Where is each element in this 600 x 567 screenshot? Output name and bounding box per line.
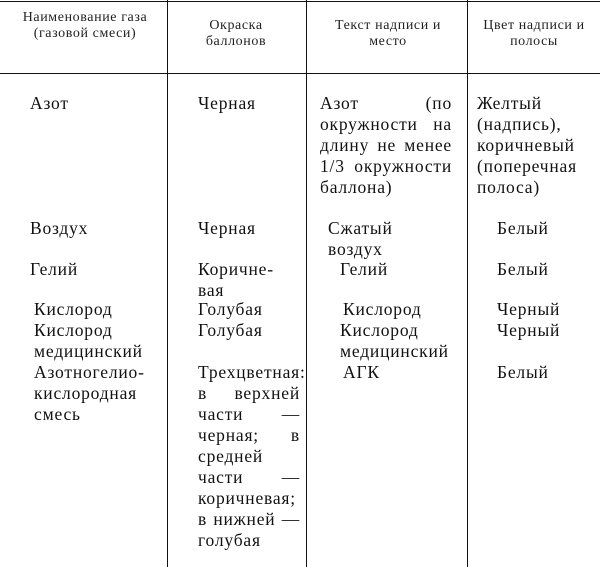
row-2-paint: Черная xyxy=(198,218,256,238)
column-divider-2 xyxy=(306,0,307,567)
row-1-color: Желтый (надпись), коричневый (поперечная полоса) xyxy=(477,93,577,197)
row-1-text: Азот (по окружности на длину не менее 1/3 окружности баллона) xyxy=(320,93,452,197)
header-label-text: Текст надписи и место xyxy=(334,18,442,49)
row-2-color: Белый xyxy=(497,218,549,238)
row-1-gas: Азот xyxy=(30,93,69,113)
row-2-gas: Воздух xyxy=(30,218,89,238)
row-2-text: Сжатый воздух xyxy=(328,218,393,259)
row-3-text: Гелий xyxy=(340,259,389,279)
row-5-gas: Кислород медицинский xyxy=(34,320,143,361)
row-5-paint: Голубая xyxy=(198,320,263,340)
row-3-gas: Гелий xyxy=(30,259,79,279)
row-4-gas: Кислород xyxy=(34,299,113,319)
row-3-paint: Коричне-вая xyxy=(198,259,274,300)
row-4-paint: Голубая xyxy=(198,299,263,319)
column-divider-3 xyxy=(467,0,468,567)
row-6-gas: Азотногелио-кислородная смесь xyxy=(34,362,145,424)
row-4-color: Черный xyxy=(497,299,561,319)
header-cylinder-paint: Окраска баллонов xyxy=(205,18,267,49)
header-bottom-rule xyxy=(0,73,600,74)
row-5-text: Кислород медицинский xyxy=(340,320,449,361)
header-label-color: Цвет надписи и полосы xyxy=(483,18,585,49)
row-6-paint: Трехцветная: в верхней части — черная; в средней части — коричневая; в нижней — голубая xyxy=(198,362,306,550)
row-5-color: Черный xyxy=(497,320,561,340)
row-3-color: Белый xyxy=(497,259,549,279)
column-divider-1 xyxy=(167,0,168,567)
table-top-rule xyxy=(0,1,600,2)
row-6-color: Белый xyxy=(497,362,549,382)
row-6-text: АГК xyxy=(343,362,380,382)
row-4-text: Кислород xyxy=(343,299,422,319)
header-gas-name: Наименование газа (газовой смеси) xyxy=(22,10,148,41)
row-1-paint: Черная xyxy=(198,93,256,113)
